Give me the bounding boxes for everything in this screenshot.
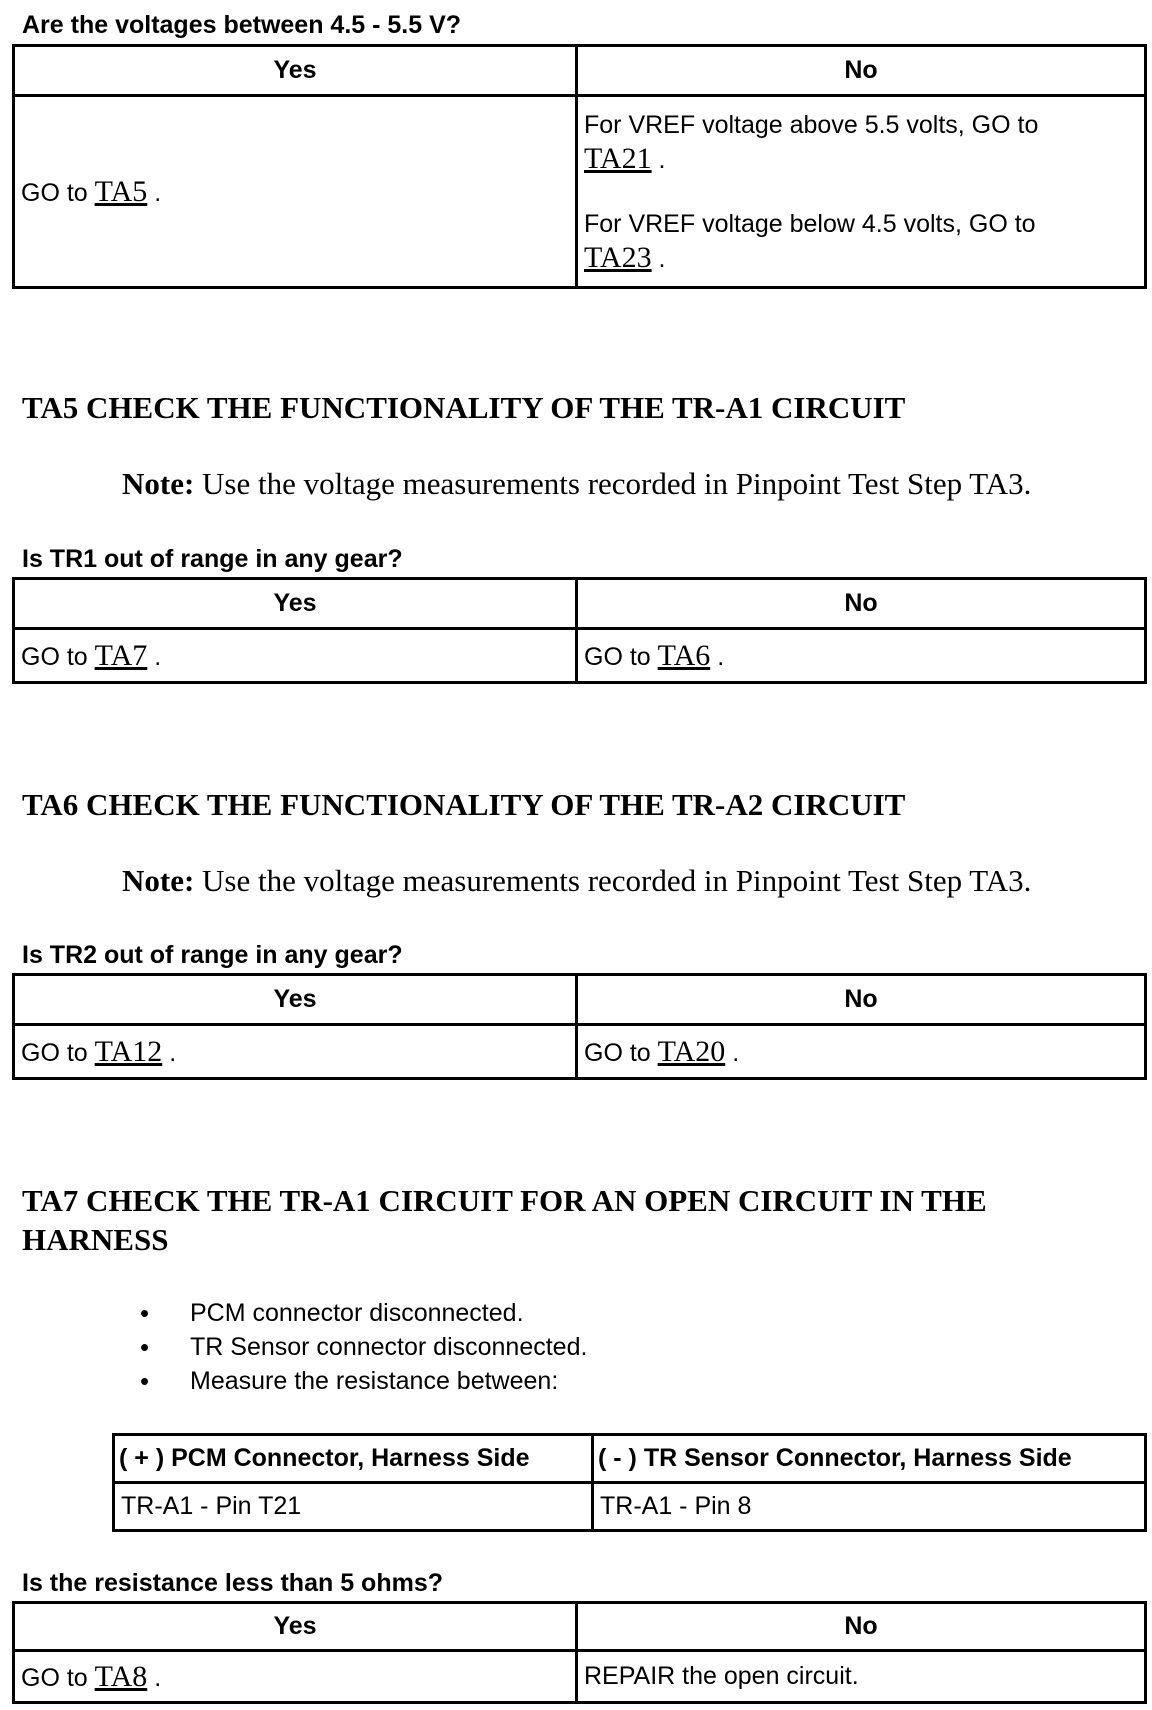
no-header: No [577,1603,1146,1651]
no-cell: REPAIR the open circuit. [577,1651,1146,1703]
ta6-result-table [12,973,1147,1080]
yes-header: Yes [14,46,577,96]
yes-cell: GO to TA8 . [14,1651,577,1703]
yes-header: Yes [14,1603,577,1651]
ta5-note-label: Note: [122,466,195,501]
ta5-note-text: Use the voltage measurements recorded in Pinpoint Test Step TA3. [202,466,1032,501]
yes-cell: GO to TA12 . [14,1025,577,1079]
ta5-result-table [12,577,1147,684]
no-cell [577,96,1146,288]
ta7-heading: TA7 CHECK THE TR-A1 CIRCUIT FOR AN OPEN CIRCUIT IN THE HARNESS [22,1183,987,1257]
list-item: • TR Sensor connector disconnected. [140,1332,588,1362]
ta6-question: Is TR2 out of range in any gear? [22,941,403,969]
link-ta21[interactable]: TA21 [584,141,652,175]
pcm-connector-header: ( + ) PCM Connector, Harness Side [114,1435,593,1483]
pcm-pin-value: TR-A1 - Pin T21 [114,1483,593,1531]
yes-cell: GO to TA5 . [14,96,577,288]
ta6-heading: TA6 CHECK THE FUNCTIONALITY OF THE TR-A2 CIRCUIT [22,787,906,822]
list-item: • PCM connector disconnected. [140,1298,524,1328]
no-header: No [577,975,1146,1025]
ta5-heading: TA5 CHECK THE FUNCTIONALITY OF THE TR-A1 CIRCUIT [22,390,906,425]
no-prefix: GO to [584,1038,651,1067]
ta7-result-table [12,1601,1147,1704]
no-header: No [577,46,1146,96]
link-ta12[interactable]: TA12 [94,1034,163,1068]
yes-prefix: GO to [21,1663,88,1692]
no-line-2-text: For VREF voltage below 4.5 volts, GO to [584,209,1036,238]
tr-sensor-connector-header: ( - ) TR Sensor Connector, Harness Side [593,1435,1146,1483]
yes-prefix: GO to [21,1038,88,1067]
vref-question: Are the voltages between 4.5 - 5.5 V? [22,11,462,39]
link-ta20[interactable]: TA20 [657,1034,726,1068]
ta7-steps-list [140,1296,587,1398]
ta5-question: Is TR1 out of range in any gear? [22,545,403,573]
tr-sensor-pin-value: TR-A1 - Pin 8 [593,1483,1146,1531]
ta5-note [122,466,1031,502]
yes-cell: GO to TA7 . [14,629,577,683]
ta6-note-text: Use the voltage measurements recorded in Pinpoint Test Step TA3. [202,863,1032,898]
bullet-icon: • [140,1298,150,1328]
bullet-icon: • [140,1332,150,1362]
no-cell: GO to TA6 . [577,629,1146,683]
link-ta5[interactable]: TA5 [94,174,148,208]
yes-header: Yes [14,975,577,1025]
link-ta6[interactable]: TA6 [657,638,711,672]
measurement-table [112,1433,1147,1532]
no-line-2: For VREF voltage below 4.5 volts, GO to TA23 . [584,209,1036,274]
no-line-1: For VREF voltage above 5.5 volts, GO to TA21 . [584,110,1039,175]
ta7-question: Is the resistance less than 5 ohms? [22,1569,443,1597]
yes-prefix: GO to [21,642,88,671]
yes-header: Yes [14,579,577,629]
ta6-note [122,863,1031,899]
no-header: No [577,579,1146,629]
no-line-1-text: For VREF voltage above 5.5 volts, GO to [584,110,1039,139]
yes-prefix: GO to [21,178,88,207]
no-cell: GO to TA20 . [577,1025,1146,1079]
link-ta23[interactable]: TA23 [584,240,652,274]
list-item: • Measure the resistance between: [140,1366,559,1396]
link-ta7[interactable]: TA7 [94,638,148,672]
vref-result-table [12,44,1147,289]
ta6-note-label: Note: [122,863,195,898]
link-ta8[interactable]: TA8 [94,1659,148,1693]
no-prefix: GO to [584,642,651,671]
bullet-icon: • [140,1366,150,1396]
